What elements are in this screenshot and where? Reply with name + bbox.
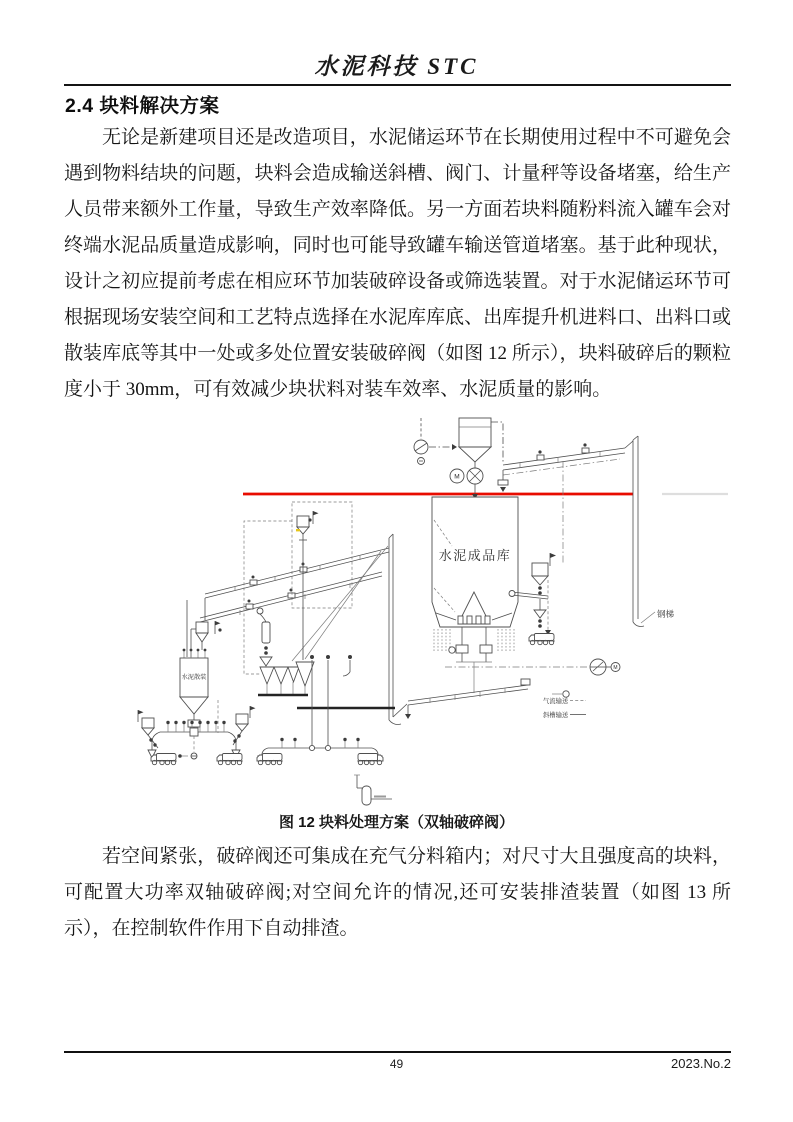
process-flow-diagram — [0, 412, 793, 812]
top-feed-hopper — [414, 418, 503, 499]
air-vessel — [354, 775, 392, 805]
figure-12-diagram — [0, 412, 793, 812]
bulk-silo-label: 水泥散装 — [181, 674, 207, 681]
header-rule — [64, 84, 731, 86]
issue-label: 2023.No.2 — [671, 1056, 731, 1071]
figure-caption: 图 12 块料处理方案（双轴破碎阀） — [278, 814, 515, 831]
section-heading: 2.4 块料解决方案 — [65, 95, 220, 117]
main-silo-label: 水泥成品库 — [438, 548, 512, 563]
top-right-air-slide — [498, 441, 633, 492]
center-loading-manifold — [257, 738, 383, 765]
legend-chute-label: 斜槽输送 — [543, 712, 569, 719]
tiny-label-mark — [374, 796, 386, 798]
paragraph-2: 若空间紧张，破碎阀还可集成在充气分料箱内；对尺寸大且强度高的块料，可配置大功率双轴破碎阀;对空间允许的情况,还可安装排渣装置（如图 13 所示），在控制软件作用下自动排渣。 — [64, 846, 731, 939]
legend-pneumatic-label: 气流输送 — [543, 698, 569, 705]
loading-blower — [590, 659, 620, 675]
truck — [217, 754, 243, 765]
side-feeder-right — [233, 706, 256, 745]
steel-ladder-label: 钢梯 — [657, 609, 675, 619]
side-feeder-left — [138, 710, 158, 748]
hopper-funnel — [459, 447, 491, 462]
motor-label: M — [454, 473, 460, 481]
steel-ladder-structure — [633, 436, 675, 627]
manifold-valves — [280, 738, 359, 748]
double-shaft-crusher-valves — [449, 627, 492, 693]
truck — [357, 754, 383, 765]
long-air-slides — [191, 546, 389, 661]
mid-wall — [389, 534, 407, 725]
journal-title: 水泥科技 STC — [314, 54, 479, 79]
bulk-silo — [180, 649, 208, 714]
truck — [257, 754, 283, 765]
truck — [151, 754, 177, 765]
line-legend — [543, 696, 586, 719]
motor-label: M — [613, 665, 618, 672]
silo-discharge-hatch — [434, 629, 514, 652]
bulk-silo-group — [138, 600, 256, 765]
yellow-mark — [296, 529, 300, 531]
truck — [529, 634, 555, 645]
paragraph-1: 无论是新建项目还是改造项目，水泥储运环节在长期使用过程中不可避免会遇到物料结块的问题，块料会造成输送斜槽、阀门、计量秤等设备堵塞，给生产人员带来额外工作量，导致生产效率降低。另一方面若块料随粉料流入罐车会对终端水泥品质量造成影响，同时也可能导致罐车输送管道堵塞。基于此种现状，设计之初应提前考虑在相应环节加装破碎设备或筛选装置。对于水泥储运环节可根据现场安装空间和工艺特点选择在水泥库库底、出库提升机进料口、出料口或散装库底等其中一处或多处位置安装破碎阀（如图 12 所示），块料破碎后的颗粒度小于 30mm，可有效减少块状料对装车效率、水泥质量的影响。 — [64, 127, 731, 400]
page-number: 49 — [389, 1057, 404, 1071]
footer-rule — [64, 1051, 731, 1053]
